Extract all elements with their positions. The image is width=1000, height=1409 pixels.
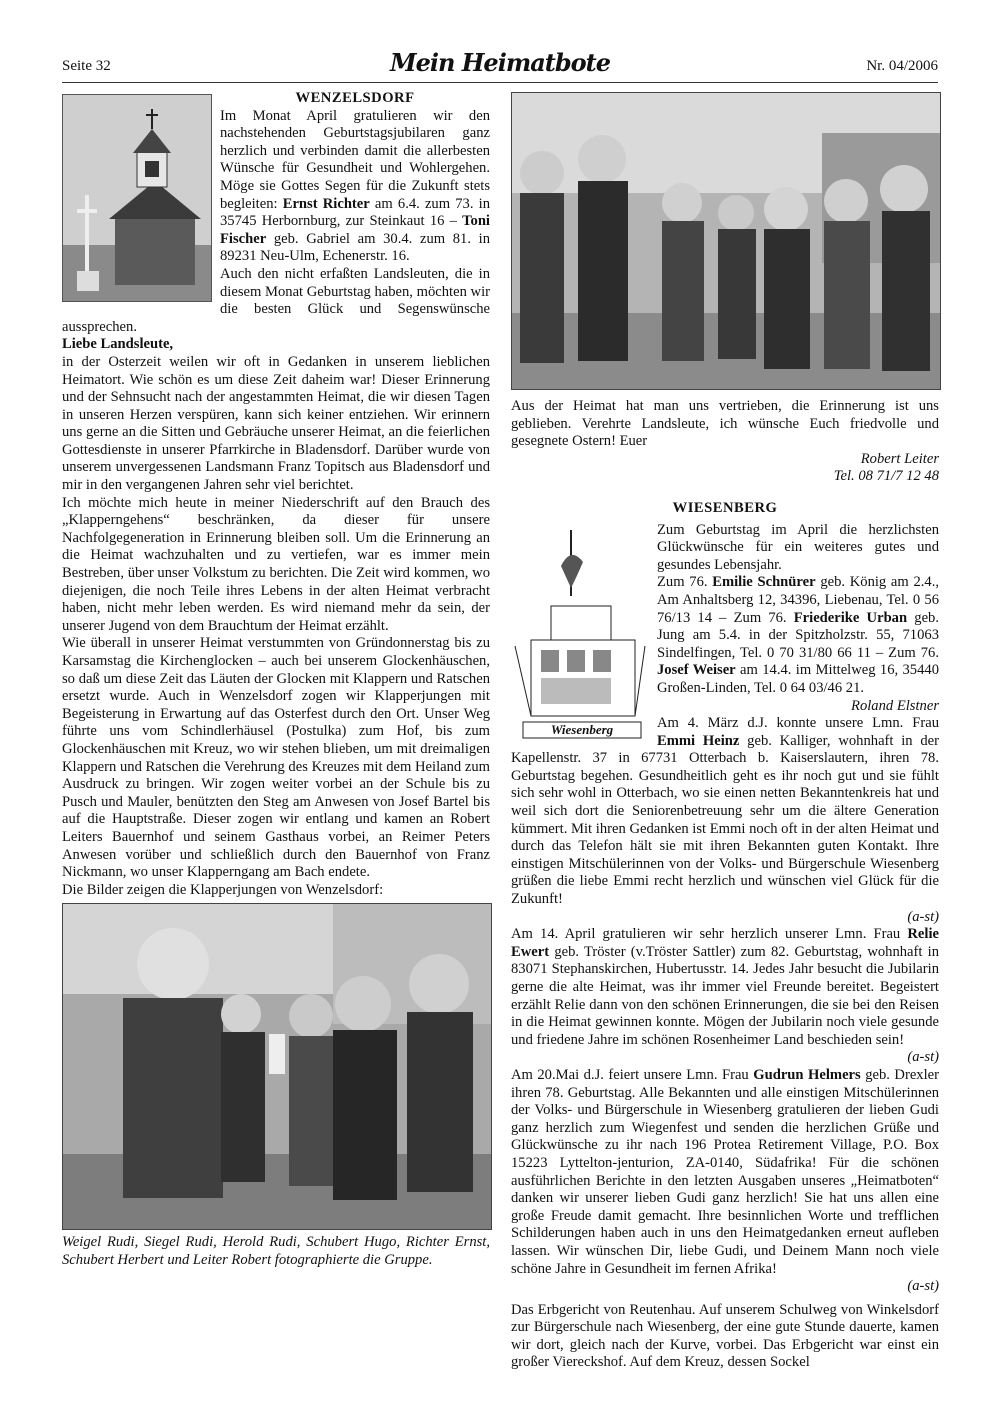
text: Zum 76. [657, 574, 708, 591]
photo-caption: Weigel Rudi, Siegel Rudi, Herold Rudi, Schubert Hugo, Richter Ernst, Schubert Herbert und Leiter Robert fotographierte die Gruppe. [62, 1234, 490, 1268]
paragraph: Das Erbgericht von Reutenhau. Auf unserem Schulweg von Winkelsdorf zur Bürgerschule nach Wiesenberg, der eine gute Stunde dauerte, kamen wir dort, gleich nach der Kurve, vorbei. Das Erbgericht war einst ein großer Viereckshof. Auf dem Kreuz, dessen Sockel [511, 1301, 939, 1371]
signature: Robert Leiter [860, 450, 939, 467]
header-rule [62, 82, 938, 83]
photo-klapperjungen [62, 903, 492, 1230]
text: Am 14. April gratulieren wir sehr herzlich unserer Lmn. Frau [511, 926, 901, 943]
author-initials: (a-st) [907, 908, 939, 925]
author-initials: (a-st) [907, 1278, 939, 1295]
author-initials: (a-st) [907, 1049, 939, 1066]
masthead-title: Mein Heimatbote [390, 48, 610, 77]
text: geb. König am 2.4., Am Anhaltsberg 12, 34396, Liebenau, Tel. 0 56 76/13 14 – Zum 76. [657, 574, 939, 626]
name-bold: Relie Ewert [511, 926, 939, 960]
name-bold: Emilie Schnürer [712, 574, 816, 591]
text: geb. Jung am 5.4. in der Spitzholzstr. 55, 71063 Sindelfingen, Tel. 0 70 31/80 66 11 – Zum 76. [657, 609, 940, 661]
signature: Roland Elstner [851, 697, 939, 714]
text: Am 20.Mai d.J. feiert unsere Lmn. Frau [511, 1066, 749, 1083]
subheading-text: Liebe Landsleute, [62, 336, 174, 353]
name-bold: Josef Weiser [657, 662, 736, 679]
paragraph [511, 715, 939, 909]
text: geb. Drexler ihren 78. Geburtstag. Alle Bekannten und alle einstigen Mitschülerinnen der Volks- und Bürgerschule in Wiesenberg gratulieren der lieben Gudi ganz herzlich zum Wiegenfest und senden die herzlichen Grüße und Glückwünsche zu ihr nach 196 Protea Retirement Village, P.O. Box 15223 Lyttelton-jenturion, ZA-0140, Südafrika! Für die schönen ausführlichen Berichte in den letzten Ausgaben unseres „Heimatboten“ danken wir unserer lieben Gudi ganz herzlich! Sie hat uns allen eine große Freude damit gemacht. Ihre besinnlichen Worte und trefflichen Schilderungen haben auch in uns den Heimatgedanken erneut aufleben lassen. Wir wünschen Dir, liebe Gudi, und Deinem Mann noch viele schöne Jahre in Gesundheit im fernen Afrika! [511, 1066, 939, 1277]
text: geb. Kalliger, wohnhaft in der Kapellenstr. 37 in 67731 Otterbach b. Kaiserslautern, ihren 78. Geburtstag begehen. Gesundheitlich geht es ihr noch gut und sie fühlt sich sehr wohl in Otterbach, wo sie einen netten Bekanntenkreis hat und weil sich dort die Seniorenbetreuung sehr um die ältere Generation kümmert. Mit ihren Gedanken ist Emmi noch oft in der alten Heimat und durch das Telefon hält sie mit ihren Bekannten guten Kontakt. Ihre einstigen Mitschülerinnen von der Volks- und Bürgerschule Wiesenberg grüßen die liebe Emmi recht herzlich und wünschen viel Glück für die Zukunft! [511, 732, 940, 908]
chapel-photo [62, 94, 212, 302]
name-bold: Friederike Urban [793, 609, 908, 626]
page-number: Seite 32 [62, 58, 111, 74]
paragraph: in der Osterzeit weilen wir oft in Gedanken in unserem lieblichen Heimatort. Wie schön es um diese Zeit daheim war! Dieser Erinnerung und der Sehnsucht nach der angestammten Heimat, die wir diesen Tagen in unseren Herzen verspüren, kann sich keiner entziehen. Wir erinnern uns gerne an die Sitten und Gebräuche unserer Heimat, an die feierlichen Gottesdienste in unserer Pfarrkirche in Bladensdorf. Darüber wurde von unserem unvergessenen Landsmann Franz Topitsch aus Bladensdorf und mir in den vergangenen Jahren sehr viel berichtet. [62, 353, 490, 494]
paragraph [511, 1067, 939, 1278]
text: Im Monat April gratulieren wir den nachstehenden Geburtstagsjubilaren ganz herzlich und verbinden damit die allerbesten Wünsche für Gesundheit und Wohlergehen. Möge sie Gottes Segen für die Zukunft stets begleiten: [220, 107, 490, 212]
paragraph: Ich möchte mich heute in meiner Niederschrift auf den Brauch des „Klapperngehens“ beschränken, da dieser für unsere Nachfolgegeneration in Erinnerung bleiben soll. Um die Erinnerung an die Heimat wachzuhalten und zu vertiefen, war es immer mein Bestreben, über unser Volkstum zu berichten. Die Zeit wird kommen, wo diejenigen, die noch Teile ihres Lebens in der alten Heimat verbracht haben, nicht mehr leben werden. Es wird niemand mehr da sein, der unserer Jugend von dem Brauchtum der Heimat erzählt. [62, 494, 490, 634]
paragraph: Zum Geburtstag im April die herzlichsten Glückwünsche für ein weiteres gutes und gesundes Lebensjahr. [657, 521, 939, 573]
text: am 14.4. im Mittelweg 16, 35440 Großen-Linden, Tel. 0 64 03/46 21. [657, 662, 939, 696]
right-column [511, 398, 939, 1372]
section-heading-wiesenberg: WIESENBERG [672, 499, 778, 516]
section-heading-wenzelsdorf: WENZELSDORF [295, 90, 415, 106]
name-bold: Gudrun Helmers [753, 1066, 861, 1083]
paragraph: Wie überall in unserer Heimat verstummten von Gründonnerstag bis zu Karsamstag die Kirchenglocken – auch bei unserem Glockenhäuschen, so daß um diese Zeit das Läuten der Glocken mit Klappern und Ratschen ersetzt wurde. Auch in Wenzelsdorf zogen wir Klapperjungen mit Begeisterung in Erwartung auf das Osterfest durch den Ort. Unser Weg führte uns vom Schindlerhäusel (Postulka) zum Hof, bis zum Glockenhäuschen mit Kreuz, wo wir stehen blieben, um mit dreimaligen Klappern und Ratschen die Verehrung des Kreuzes mit dem Heiland zum Ausdruck zu bringen. Wir zogen weiter vorbei an der Schule bis zu Pusch und Mauler, benützten den Steg am Anwesen von Josef Bartel bis auf die Hauptstraße. Dieser zogen wir entlang und kamen an Robert Leiters Bauernhof und seinem Gasthaus vorbei, an Reimer Peters Anwesen vorüber und schließlich durch den Bauernhof von Franz Nickmann, wo unser Klapperngang am Bach endete. [62, 635, 490, 881]
text: Am 4. März d.J. konnte unsere Lmn. Frau [657, 715, 939, 732]
text: am 6.4. zum 73. in 35745 Herbornburg, zur Steinkaut 16 – [220, 195, 490, 230]
name-bold: Ernst Richter [282, 195, 370, 212]
text: geb. Tröster (v.Tröster Sattler) zum 82. Geburtstag, wohnhaft in 83071 Stephanskirchen, Hubertusstr. 14. Jedes Jahr besucht die Jubilarin gerne die alte Heimat, was ihr immer viel Freunde bereitet. Begeistert erzählt Relie dann von den schönen Erinnerungen, die sie bei den Reisen in die Heimat gewinnen konnte. Mögen der Jubilarin noch viele gesunde und friedene Jahre im schönen Rosenheimer Land beschieden sein! [511, 943, 940, 1048]
wiesenberg-emblem [511, 526, 649, 740]
page-header [62, 48, 938, 86]
issue-number: Nr. 04/2006 [866, 58, 938, 74]
left-column [62, 90, 490, 1270]
text: geb. Gabriel am 30.4. zum 81. in 89231 Neu-Ulm, Echenerstr. 16. [220, 230, 490, 265]
telephone: Tel. 08 71/7 12 48 [833, 468, 939, 485]
name-bold: Emmi Heinz [657, 732, 740, 749]
paragraph-wishes: Auch den nicht erfaßten Landsleuten, die in diesem Monat Geburtstag haben, möchten wir die besten Glück und Segenswünsche aussprechen. [62, 265, 490, 335]
name-bold: Toni Fischer [220, 213, 490, 247]
emblem-label: Wiesenberg [550, 721, 614, 737]
subheading [62, 336, 490, 354]
paragraph: Die Bilder zeigen die Klapperjungen von Wenzelsdorf: [62, 881, 384, 898]
photo-children-easter [511, 92, 941, 390]
photo-caption-right: Aus der Heimat hat man uns vertrieben, die Erinnerung ist uns geblieben. Verehrte Landsleute, ich wünsche Euch friedvolle und gesegnete Ostern! Euer [511, 398, 939, 450]
paragraph [511, 926, 939, 1049]
